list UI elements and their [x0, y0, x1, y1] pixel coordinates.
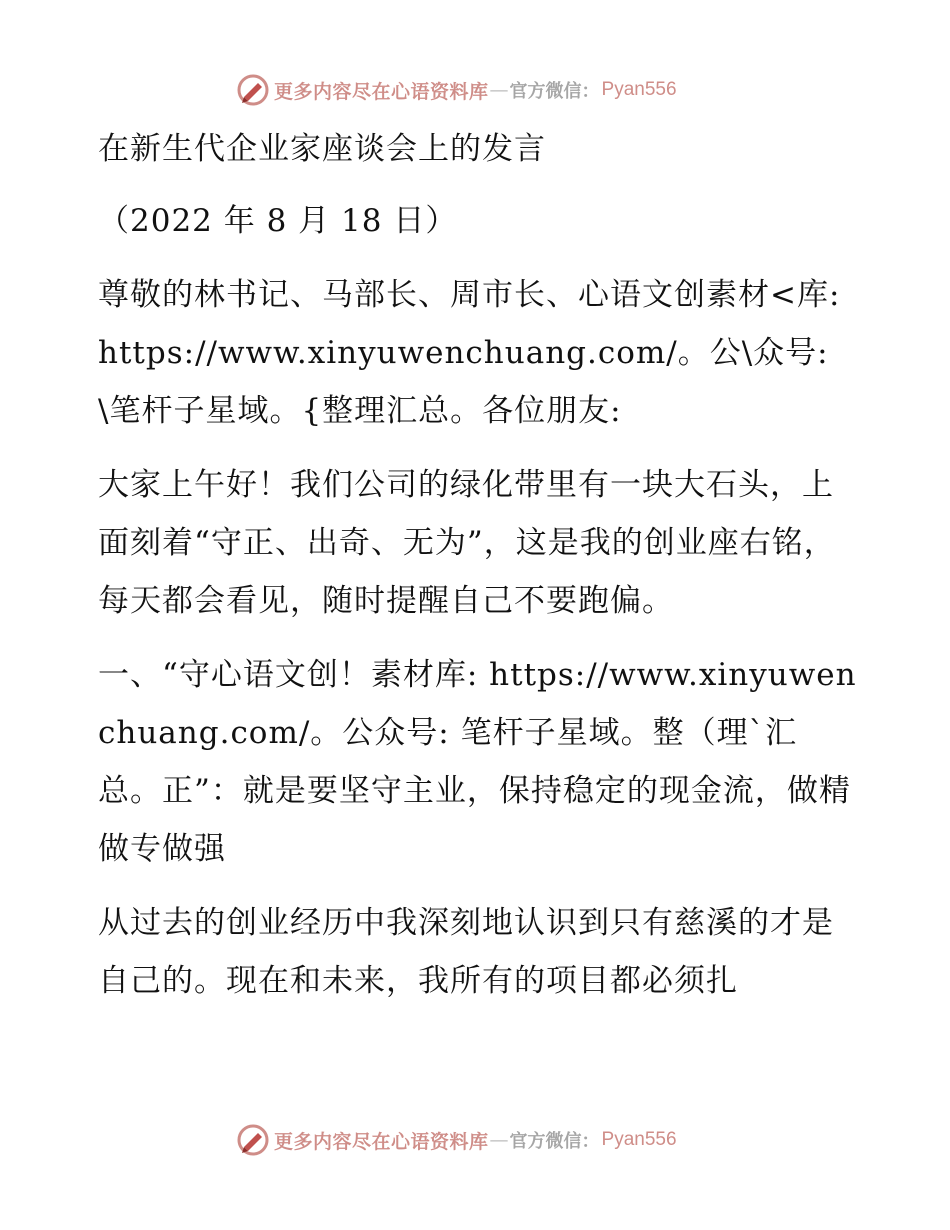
- body-paragraph-1: 大家上午好！我们公司的绿化带里有一块大石头，上面刻着“守正、出奇、无为”，这是我的创业座右铭，每天都会看见，随时提醒自己不要跑偏。: [98, 467, 836, 619]
- watermark-site-text: 更多内容尽在心语资料库: [274, 80, 489, 103]
- watermark-dash: —: [489, 1129, 509, 1151]
- pen-logo-icon: [236, 1123, 270, 1157]
- watermark-wechat-label: 官方微信：: [509, 1131, 600, 1152]
- document-title: 在新生代企业家座谈会上的发言: [98, 131, 546, 167]
- watermark-wechat-label: 官方微信：: [509, 81, 600, 102]
- watermark-wechat-id: Pyan556: [601, 79, 677, 100]
- document-body: [98, 120, 858, 1010]
- section-heading-1: 一、“守心语文创！素材库: https://www.xinyuwenchuang.com/。公众号: 笔杆子星域。整（理`汇总。正”：就是要坚守主业，保持稳定的现金流，做精做专做强: [98, 657, 857, 867]
- body-paragraph-2: 从过去的创业经历中我深刻地认识到只有慈溪的才是自己的。现在和未来，我所有的项目都必须扎: [98, 905, 834, 999]
- watermark-site-text: 更多内容尽在心语资料库: [274, 1130, 489, 1153]
- pen-logo-icon: [236, 73, 270, 107]
- header-watermark: [236, 72, 677, 108]
- document-date: （2022 年 8 月 18 日）: [98, 203, 458, 239]
- watermark-wechat-id: Pyan556: [601, 1129, 677, 1150]
- watermark-dash: —: [489, 79, 509, 101]
- footer-watermark: [236, 1122, 677, 1158]
- salutation-paragraph: 尊敬的林书记、马部长、周市长、心语文创素材<库: https://www.xinyuwenchuang.com/。公\众号: \笔杆子星域。{整理汇总。各位朋友:: [98, 277, 841, 429]
